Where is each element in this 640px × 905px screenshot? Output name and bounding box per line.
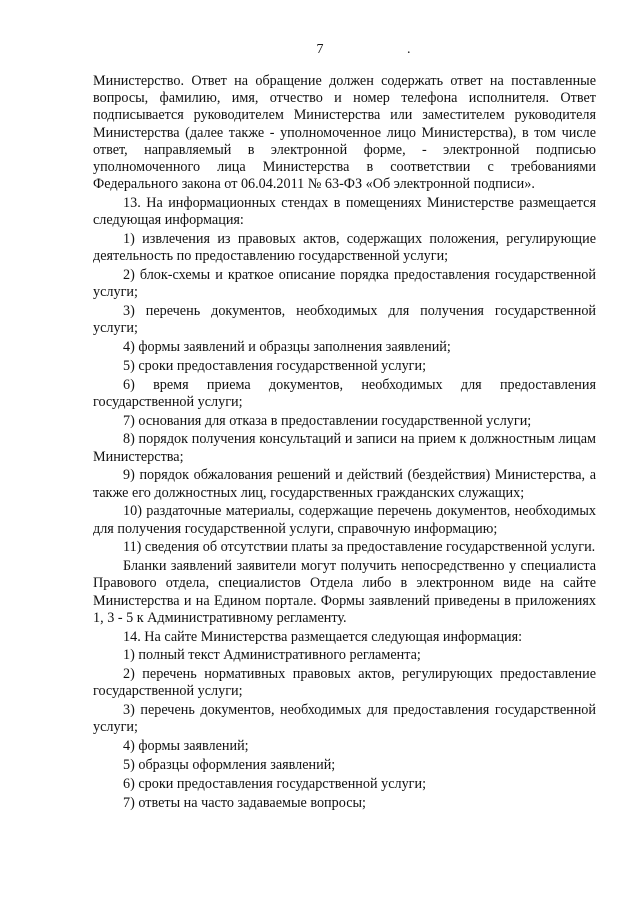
list-item: 7) ответы на часто задаваемые вопросы;: [123, 794, 366, 811]
page-number: 7: [316, 42, 324, 57]
list-item: 1) полный текст Административного регламента;: [123, 647, 421, 664]
list-item: 1) извлечения из правовых актов, содержащих положения, регулирующие деятельность по предоставлению государственной услуги;: [93, 231, 596, 265]
document-body: [93, 73, 596, 813]
list-item: 6) сроки предоставления государственной услуги;: [123, 775, 427, 792]
list-item: 5) сроки предоставления государственной услуги;: [123, 357, 427, 374]
list-item: 3) перечень документов, необходимых для предоставления государственной услуги;: [93, 702, 596, 736]
page-mark: .: [407, 42, 411, 57]
list-item: 2) перечень нормативных правовых актов, регулирующих предоставление государственной услуги;: [93, 666, 596, 700]
list-item: 7) основания для отказа в предоставлении государственной услуги;: [123, 412, 532, 429]
paragraph-section-14: 14. На сайте Министерства размещается следующая информация:: [123, 628, 523, 645]
list-item: 3) перечень документов, необходимых для получения государственной услуги;: [93, 303, 596, 337]
list-item: 10) раздаточные материалы, содержащие перечень документов, необходимых для получения государственной услуги, справочную информацию;: [93, 503, 596, 537]
paragraph-continuation: Министерство. Ответ на обращение должен содержать ответ на поставленные вопросы, фамилию, имя, отчество и номер телефона исполнителя. Ответ подписывается руководителем Министерства или заместителем руководителя Министерства (далее также - уполномоченное лицо Министерства), в том числе ответ, направляемый в электронной форме, - электронной подписью уполномоченного лица Министерства в соответствии с требованиями Федерального закона от 06.04.2011 № 63-ФЗ «Об электронной подписи».: [93, 73, 596, 193]
paragraph-section-13: 13. На информационных стендах в помещениях Министерстве размещается следующая информация:: [93, 195, 596, 229]
list-item: 2) блок-схемы и краткое описание порядка предоставления государственной услуги;: [93, 267, 596, 301]
paragraph-forms: Бланки заявлений заявители могут получить непосредственно у специалиста Правового отдела, специалистов Отдела либо в электронном виде на сайте Министерства и на Едином портале. Формы заявлений приведены в приложениях 1, 3 - 5 к Административному регламенту.: [93, 558, 596, 626]
list-item: 4) формы заявлений и образцы заполнения заявлений;: [123, 339, 451, 356]
list-item: 4) формы заявлений;: [123, 738, 249, 755]
list-item: 5) образцы оформления заявлений;: [123, 757, 336, 773]
list-item: 6) время приема документов, необходимых для предоставления государственной услуги;: [93, 376, 596, 410]
list-item: 11) сведения об отсутствии платы за предоставление государственной услуги.: [123, 539, 596, 556]
list-item: 9) порядок обжалования решений и действий (бездействия) Министерства, а также его должностных лиц, государственных гражданских служащих;: [93, 467, 596, 501]
list-item: 8) порядок получения консультаций и записи на прием к должностным лицам Министерства;: [93, 431, 596, 465]
